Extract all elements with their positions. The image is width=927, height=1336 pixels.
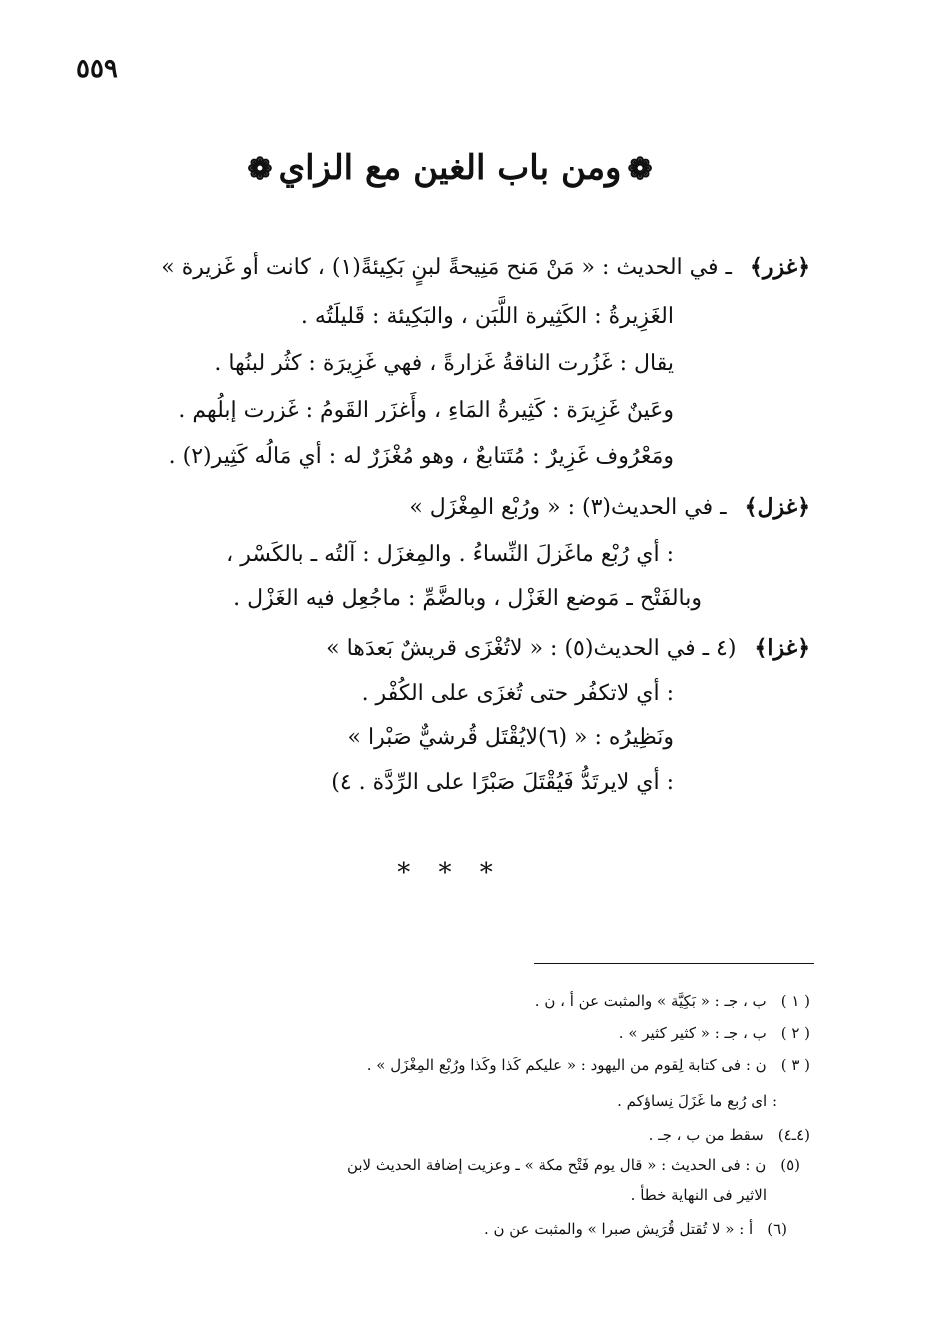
chapter-title xyxy=(200,148,700,188)
line-text: : أي لايرتَدُّ فَيُقْتَلَ صَبْرًا على الرِّدَّة . ٤) xyxy=(331,770,674,795)
footnote xyxy=(535,990,810,1012)
footnote-text: : اى رُبع ما غَزَلَ نِساؤكم . xyxy=(617,1092,777,1110)
footnote-number: ( ٢ ) xyxy=(780,1024,810,1042)
text-line xyxy=(326,633,810,664)
line-text: وعَينٌ غَزِيرَة : كَثِيرةُ المَاءِ ، وأَغزَر القَومُ : غَزرت إبلُهم . xyxy=(178,398,674,423)
footnote-number: ( ١ ) xyxy=(780,992,810,1010)
footnote-text: ن : فى الحديث : « قال يوم فَتْح مكة » ـ وعزيت إضافة الحديث لابن xyxy=(346,1156,767,1174)
line-text: ومَعْرُوف غَزِيرٌ : مُتَتابعٌ ، وهو مُغْزَرٌ له : أي مَالُه كَثِير(٢) . xyxy=(168,444,674,469)
footnote xyxy=(347,1154,800,1176)
text-line xyxy=(169,442,674,472)
footnote-text: ب ، جـ : « كثير كثير » . xyxy=(618,1024,767,1042)
ornament-icon: ❁ xyxy=(627,152,653,187)
entry-heading: ﴿غزر﴾ xyxy=(749,254,810,280)
text-line xyxy=(409,492,810,523)
text-line xyxy=(233,584,702,614)
footnote xyxy=(631,1184,767,1206)
text-line xyxy=(226,540,674,570)
footnote-text: سقط من ب ، جـ . xyxy=(648,1126,764,1144)
chapter-title-text: ومن باب الغين مع الزاي xyxy=(278,148,622,188)
footnote-rule xyxy=(534,963,814,964)
text-line xyxy=(178,396,674,426)
footnote-text: ب ، جـ : « بَكِيَّة » والمثبت عن أ ، ن . xyxy=(534,992,767,1010)
line-text: الغَزِيرةُ : الكَثِيرة اللَّبَن ، والبَكِيئة : قَليلَتُه . xyxy=(300,304,674,329)
footnote-number: (٤ـ٤) xyxy=(777,1126,810,1144)
line-text: : أي رُبْع ماغَزلَ النِّساءُ . والمِغزَل : آلتُه ـ بالكَسْر ، xyxy=(226,542,674,567)
line-text: ـ في الحديث : « مَنْ مَنح مَنِيحةً لبنٍ بَكِيئةً(١) ، كانت أو غَزيرة » xyxy=(161,255,732,280)
line-text: وبالفَتْح ـ مَوضع الغَزْل ، وبالضَّمِّ : ماجُعِل فيه الغَزْل . xyxy=(233,586,702,611)
footnote xyxy=(619,1022,810,1044)
text-line xyxy=(331,768,674,798)
text-line xyxy=(348,723,675,753)
entry-heading: ﴿غزا﴾ xyxy=(754,635,810,661)
line-text: ـ في الحديث(٣) : « ورُبْع المِغْزَل » xyxy=(409,495,727,520)
text-line xyxy=(362,679,674,709)
footnote-text: أ : « لا تُقتل قُرَيش صبرا » والمثبت عن ن . xyxy=(483,1220,754,1238)
footnote-number: (٥) xyxy=(780,1156,800,1174)
line-text: يقال : غَزُرت الناقةُ غَزارةً ، فهي غَزِيرَة : كثُر لبنُها . xyxy=(214,351,674,376)
text-line xyxy=(301,302,674,332)
section-separator: * * * xyxy=(397,858,503,888)
entry-heading: ﴿غزل﴾ xyxy=(744,494,810,520)
footnote-text: الاثير فى النهاية خطأ . xyxy=(630,1186,767,1204)
page-number: ٥٥٩ xyxy=(76,54,118,84)
footnote xyxy=(649,1124,810,1146)
line-text: ونَظِيرُه : « (٦)لايُقْتَل قُرشيٌّ صَبْرا » xyxy=(347,725,674,750)
footnote-number: (٦) xyxy=(767,1220,787,1238)
footnote-number: ( ٣ ) xyxy=(780,1056,810,1074)
text-line xyxy=(214,349,674,379)
line-text: (٤ ـ في الحديث(٥) : « لاتُغْزَى قريشٌ بَعدَها » xyxy=(326,636,737,661)
line-text: : أي لاتكفُر حتى تُغزَى على الكُفْر . xyxy=(361,681,674,706)
ornament-icon: ❁ xyxy=(247,152,273,187)
text-line xyxy=(161,252,810,283)
footnote xyxy=(367,1054,810,1076)
footnote xyxy=(484,1218,787,1240)
footnote-text: ن : فى كتابة لِقوم من اليهود : « عليكم كَذا وكَذا ورُبْع المِغْزَل » . xyxy=(366,1056,767,1074)
footnote xyxy=(617,1090,777,1112)
